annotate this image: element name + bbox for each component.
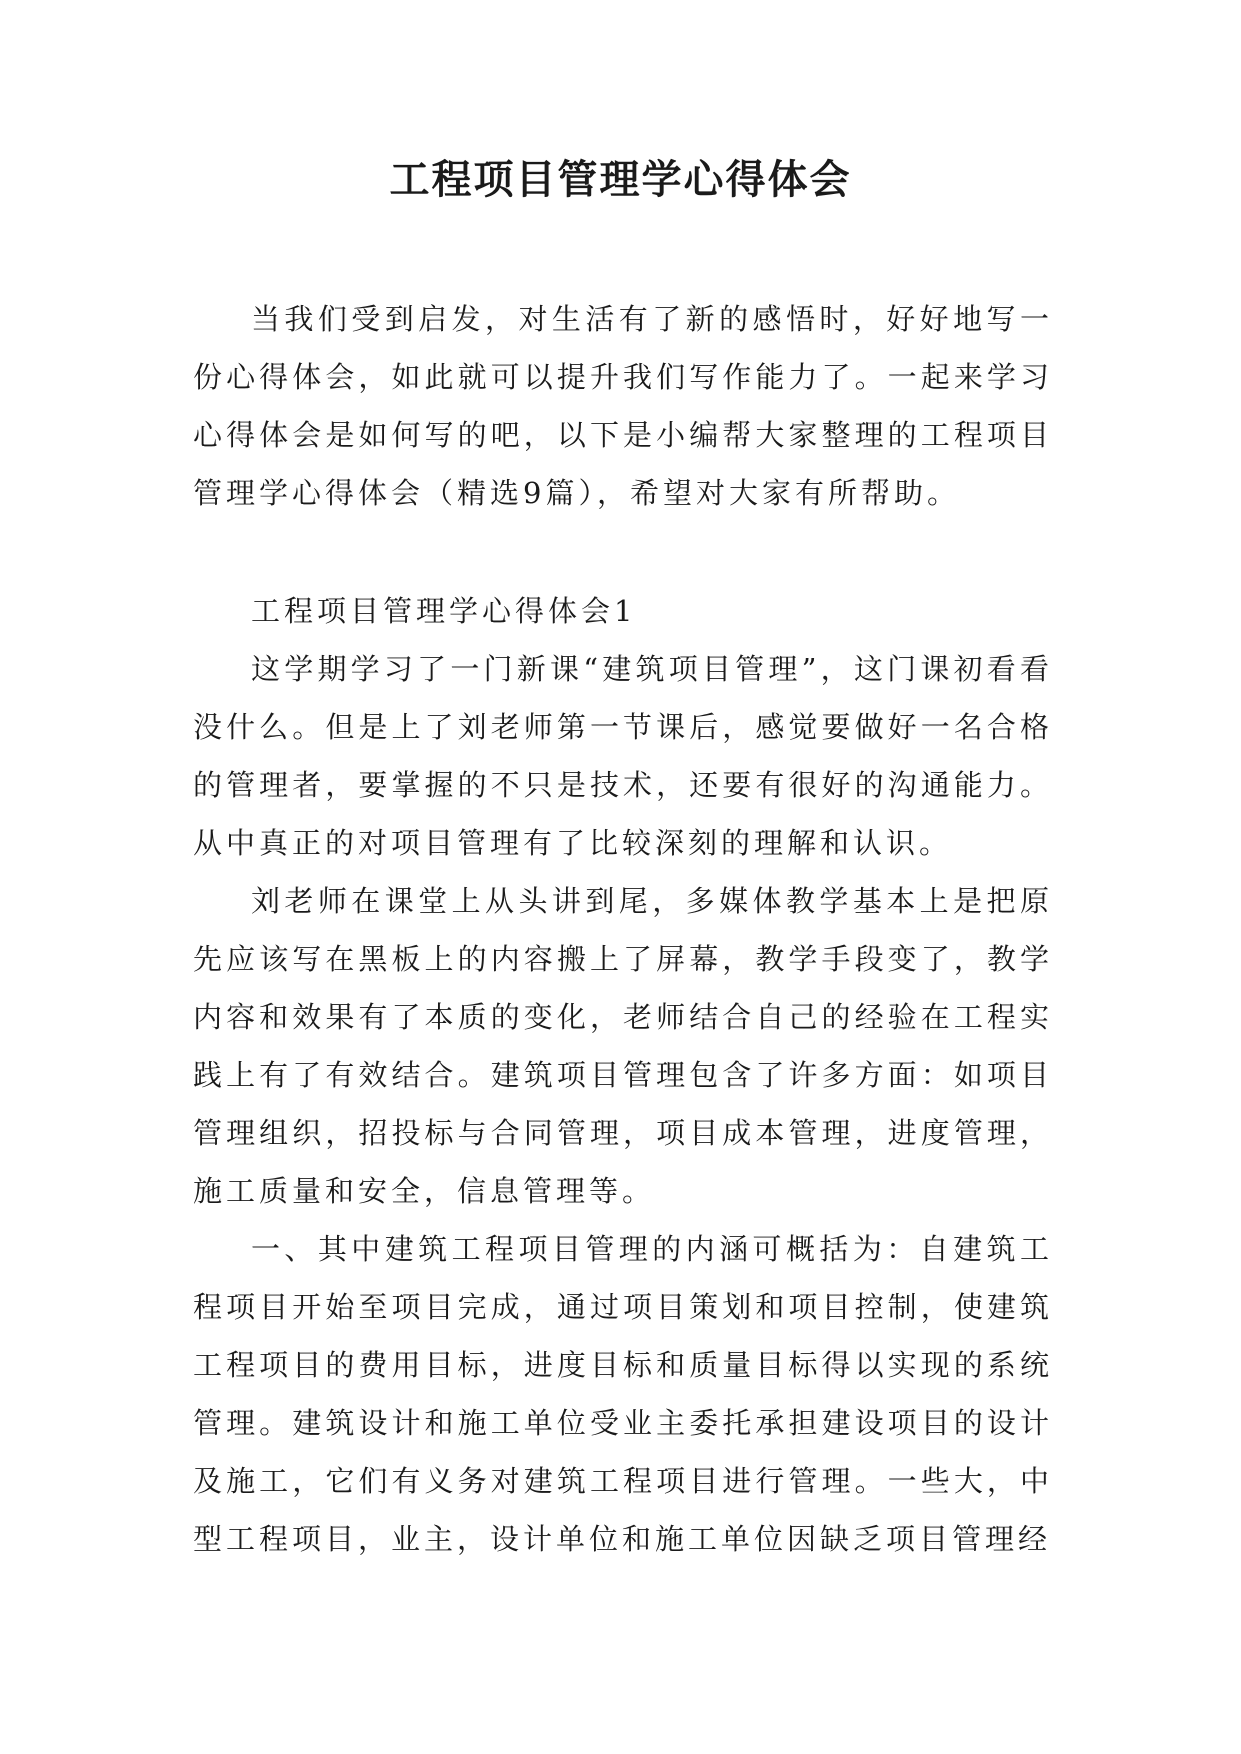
body-paragraph: 刘老师在课堂上从头讲到尾，多媒体教学基本上是把原先应该写在黑板上的内容搬上了屏幕，教学手段变了，教学内容和效果有了本质的变化，老师结合自己的经验在工程实践上有了有效结合。建筑项目管理包含了许多方面：如项目管理组织，招投标与合同管理，项目成本管理，进度管理，施工质量和安全，信息管理等。	[193, 884, 1053, 1208]
intro-section	[193, 290, 1053, 522]
article-section	[193, 582, 1053, 1568]
body-paragraph: 一、其中建筑工程项目管理的内涵可概括为：自建筑工程项目开始至项目完成，通过项目策划和项目控制，使建筑工程项目的费用目标，进度目标和质量目标得以实现的系统管理。建筑设计和施工单位受业主委托承担建设项目的设计及施工，它们有义务对建筑工程项目进行管理。一些大，中型工程项目，业主，设计单位和施工单位因缺乏项目管理经	[193, 1232, 1053, 1556]
section-heading: 工程项目管理学心得体会1	[251, 594, 637, 628]
body-paragraph: 这学期学习了一门新课“建筑项目管理”，这门课初看看没什么。但是上了刘老师第一节课后，感觉要做好一名合格的管理者，要掌握的不只是技术，还要有很好的沟通能力。从中真正的对项目管理有了比较深刻的理解和认识。	[193, 652, 1053, 860]
document-title: 工程项目管理学心得体会	[389, 156, 852, 203]
intro-paragraph: 当我们受到启发，对生活有了新的感悟时，好好地写一份心得体会，如此就可以提升我们写作能力了。一起来学习心得体会是如何写的吧，以下是小编帮大家整理的工程项目管理学心得体会（精选9篇），希望对大家有所帮助。	[193, 302, 1053, 510]
